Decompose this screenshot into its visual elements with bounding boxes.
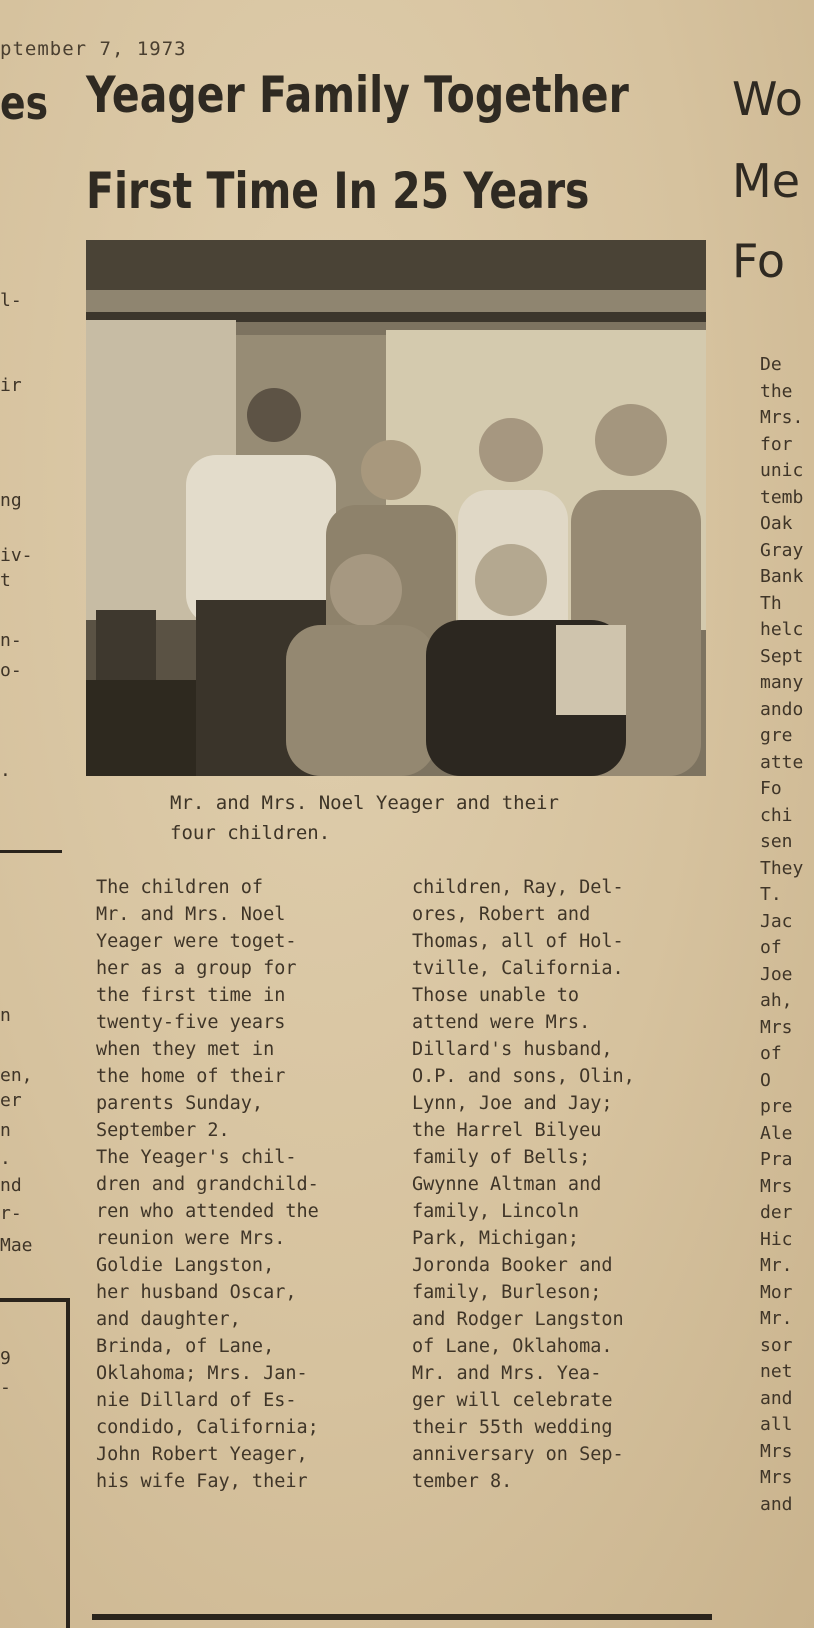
article-line: the Harrel Bilyeu	[412, 1120, 602, 1141]
left-fragment-line: nd	[0, 1175, 22, 1196]
article-line: nie Dillard of Es-	[96, 1390, 297, 1411]
article-line: The children of	[96, 877, 264, 898]
article-line: when they met in	[96, 1039, 275, 1060]
right-headline-line-1: Wo	[732, 72, 803, 126]
article-line: of Lane, Oklahoma.	[412, 1336, 613, 1357]
right-column-line: sor	[760, 1334, 793, 1356]
article-line: her husband Oscar,	[96, 1282, 297, 1303]
article-line: tember 8.	[412, 1471, 513, 1492]
article-line: reunion were Mrs.	[96, 1228, 286, 1249]
right-column-line: Mrs	[760, 1467, 793, 1488]
left-fragment-line: ir	[0, 375, 22, 396]
article-line: their 55th wedding	[412, 1417, 613, 1438]
article-line: anniversary on Sep-	[412, 1444, 624, 1465]
right-column-line: unic	[760, 460, 804, 481]
right-column-line: Jac	[760, 910, 793, 932]
article-line: attend were Mrs.	[412, 1012, 591, 1033]
caption-line: Mr. and Mrs. Noel Yeager and their	[170, 792, 559, 814]
right-column-line: Mr.	[760, 1308, 793, 1329]
article-line: and Rodger Langston	[412, 1309, 624, 1330]
right-column-line: ah,	[760, 990, 793, 1011]
right-column-line: Joe	[760, 963, 793, 985]
right-column-line: Mrs	[760, 1440, 793, 1462]
caption-line: four children.	[170, 822, 331, 844]
right-column-line: and	[760, 1387, 793, 1409]
right-column-line: Sept	[760, 645, 804, 667]
right-column-line: the	[760, 380, 793, 402]
right-column-line: atte	[760, 751, 804, 773]
article-line: Those unable to	[412, 985, 580, 1006]
article-line: dren and grandchild-	[96, 1174, 319, 1195]
article-column-1	[96, 874, 319, 1495]
article-line: Gwynne Altman and	[412, 1174, 602, 1195]
article-line: and daughter,	[96, 1309, 241, 1330]
box-border-top	[0, 1298, 70, 1302]
right-column-line: They	[760, 857, 804, 879]
article-line: Yeager were toget-	[96, 931, 297, 952]
article-line: condido, California;	[96, 1417, 319, 1438]
right-headline-line-2: Me	[732, 154, 800, 208]
article-line: family of Bells;	[412, 1147, 591, 1168]
right-column-line: Gray	[760, 539, 804, 561]
article-line: ger will celebrate	[412, 1390, 613, 1411]
article-line: Goldie Langston,	[96, 1255, 275, 1276]
right-column-line: der	[760, 1202, 793, 1223]
left-fragment-line: .	[0, 760, 11, 781]
article-line: Mr. and Mrs. Noel	[96, 904, 286, 925]
right-column-line: Ale	[760, 1122, 793, 1144]
left-fragment-line: o-	[0, 660, 22, 681]
right-column-line: Mrs	[760, 1016, 793, 1038]
right-column-line: O	[760, 1069, 771, 1091]
article-line: family, Lincoln	[412, 1201, 580, 1222]
article-line: ren who attended the	[96, 1201, 319, 1222]
article-line: tville, California.	[412, 958, 624, 979]
headline-line-2: First Time In 25 Years	[86, 162, 590, 220]
article-line: his wife Fay, their	[96, 1471, 308, 1492]
left-fragment-line: r-	[0, 1203, 22, 1224]
left-fragment-line: Mae	[0, 1235, 33, 1256]
bottom-box-border	[92, 1614, 712, 1620]
left-fragment-line: iv-	[0, 545, 33, 566]
article-line: Thomas, all of Hol-	[412, 931, 624, 952]
right-column-line: many	[760, 672, 804, 693]
right-headline-line-3: Fo	[732, 234, 785, 288]
article-line: Mr. and Mrs. Yea-	[412, 1363, 602, 1384]
article-line: Park, Michigan;	[412, 1228, 580, 1249]
right-column-line: all	[760, 1414, 793, 1435]
right-column-line: for	[760, 433, 793, 455]
left-fragment-line: n	[0, 1120, 11, 1141]
photo-caption	[145, 788, 685, 848]
right-column-line: Pra	[760, 1149, 793, 1170]
issue-date: ptember 7, 1973	[0, 38, 187, 60]
right-column-line: net	[760, 1361, 793, 1382]
right-column-line: Fo	[760, 778, 782, 799]
right-column-line: of	[760, 937, 782, 958]
article-line: The Yeager's chil-	[96, 1147, 297, 1168]
right-column-line: Mrs.	[760, 407, 804, 428]
right-column-line: Oak	[760, 513, 793, 534]
left-fragment-line: ng	[0, 490, 22, 511]
left-fragment-line: n	[0, 1005, 11, 1026]
article-line: the first time in	[96, 985, 286, 1006]
right-column-line: De	[760, 354, 782, 375]
article-line: family, Burleson;	[412, 1282, 602, 1303]
right-column-line: Bank	[760, 566, 804, 587]
headline-line-1: Yeager Family Together	[86, 66, 629, 124]
article-line: Brinda, of Lane,	[96, 1336, 275, 1357]
left-fragment-line: l-	[0, 290, 22, 311]
article-line: Dillard's husband,	[412, 1039, 613, 1060]
right-column-line: sen	[760, 831, 793, 852]
right-column-line: Hic	[760, 1228, 793, 1250]
article-line: ores, Robert and	[412, 904, 591, 925]
article-line: Lynn, Joe and Jay;	[412, 1093, 613, 1114]
right-column-line: Mor	[760, 1281, 793, 1303]
article-line: John Robert Yeager,	[96, 1444, 308, 1465]
box-border-vertical	[66, 1300, 70, 1628]
left-fragment-line: .	[0, 1148, 11, 1169]
left-fragment-line: 9	[0, 1348, 11, 1369]
article-line: parents Sunday,	[96, 1093, 264, 1114]
right-column-line: gre	[760, 725, 793, 746]
right-column-article	[760, 352, 803, 1518]
article-line: the home of their	[96, 1066, 286, 1087]
article-column-2	[412, 874, 635, 1495]
article-line: September 2.	[96, 1120, 230, 1141]
left-fragment-line: er	[0, 1090, 22, 1111]
right-column-line: ando	[760, 698, 804, 720]
left-column-headline-fragment: es	[0, 76, 49, 130]
right-column-line: T.	[760, 884, 782, 905]
right-column-line: Mrs	[760, 1175, 793, 1197]
right-column-line: helc	[760, 619, 804, 640]
article-line: O.P. and sons, Olin,	[412, 1066, 635, 1087]
article-line: her as a group for	[96, 958, 297, 979]
family-photo	[86, 240, 706, 776]
article-line: Joronda Booker and	[412, 1255, 613, 1276]
right-column-line: of	[760, 1043, 782, 1064]
left-fragment-line: t	[0, 570, 11, 591]
right-column-line: chi	[760, 804, 793, 826]
article-line: children, Ray, Del-	[412, 877, 624, 898]
right-column-line: Th	[760, 592, 782, 614]
left-fragment-line: en,	[0, 1065, 33, 1086]
right-column-line: and	[760, 1493, 793, 1515]
right-column-line: pre	[760, 1096, 793, 1117]
article-line: twenty-five years	[96, 1012, 286, 1033]
right-column-line: Mr.	[760, 1255, 793, 1276]
left-fragment-line: -	[0, 1377, 11, 1398]
left-fragment-line: n-	[0, 630, 22, 651]
article-line: Oklahoma; Mrs. Jan-	[96, 1363, 308, 1384]
column-rule	[0, 850, 62, 853]
right-column-line: temb	[760, 486, 804, 508]
